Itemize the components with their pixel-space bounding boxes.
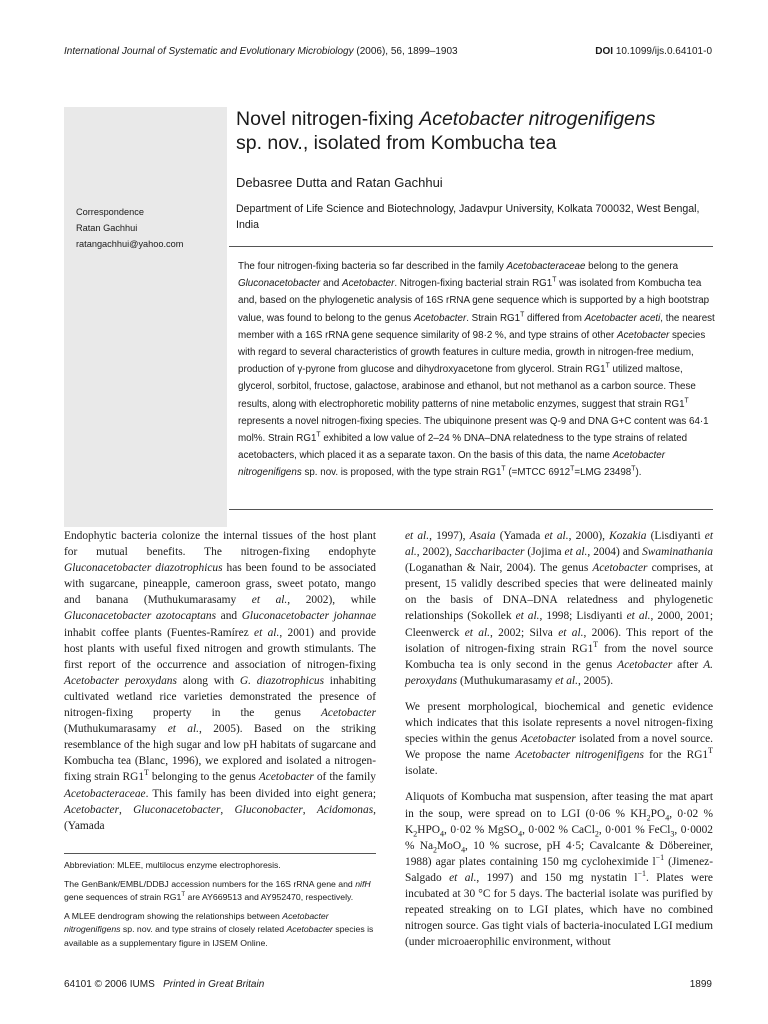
body-paragraph: We present morphological, biochemical and genetic evidence which indicates that this isolate represents a novel nitrogen-fixing species within the genus Acetobacter isolated from a novel source. We propose the name Acetobacter nitrogenifigens for the $RG1^T$ isolate. — [405, 700, 714, 778]
abstract-bottom-rule — [229, 509, 713, 510]
body-paragraph: Endophytic bacteria colonize the internal tissues of the host plant for mutual benefits. The nitrogen-fixing endophyte Gluconacetobacter diazotrophicus has been found to be associated with sugarcane, pineapple, cameroon grass, sweet potato, mango and banana (Muthukumarasamy et al., 2002), while Gluconacetobacter azotocaptans and Gluconacetobacter johannae inhabit coffee plants (Fuentes-Ramírez et al., 2001) and provide host plants with useful fixed nitrogen and growth stimulants. The first report of the occurrence and association of nitrogen-fixing Acetobacter peroxydans along with G. diazotrophicus inhabiting cultivated wetland rice varieties demonstrated the presence of nitrogen-fixing property in the genus Acetobacter (Muthukumarasamy et al., 2005). Based on the striking resemblance of the high sugar and low pH habitats of sugarcane and Kombucha tea (Blanc, 1996), we explored and isolated a nitrogen-fixing strain $RG1^T$ belonging to the genus Acetobacter of the family Acetobacteraceae. This family has been divided into eight genera; Acetobacter, Gluconacetobacter, Gluconobacter, Acidomonas, (Yamada — [64, 530, 376, 832]
sidebar-panel — [64, 107, 227, 527]
footnote-abbreviation: Abbreviation: MLEE, multilocus enzyme electrophoresis. — [64, 860, 281, 870]
abstract: The four nitrogen-fixing bacteria so far described in the family Acetobacteraceae belong to the genera Gluconacetobacter and Acetobacter. Nitrogen-fixing bacterial strain $RG1^T$ was isolated from Kombucha tea and, based on the phylogenetic analysis of 16S rRNA gene sequence which is supported by a high bootstrap value, was found to belong to the genus Acetobacter. Strain $RG1^T$ differed from Acetobacter aceti, the nearest member with a 16S rRNA gene sequence similarity of 98·2 %, and type strains of other Acetobacter species with regard to several characteristics of growth features in culture media, growth in nitrogen-free medium, production of γ-pyrone from glucose and dihydroxyacetone from glycerol. Strain $RG1^T$ utilized maltose, glycerol, sorbitol, fructose, galactose, arabinose and ethanol, but not methanol as a carbon source. These results, along with electrophoretic mobility patterns of nine metabolic enzymes, suggest that strain $RG1^T$ represents a novel nitrogen-fixing species. The ubiquinone present was Q-9 and DNA G+C content was 64·1 mol%. Strain $RG1^T$ exhibited a low value of 2–24 % DNA–DNA relatedness to the type strains of related acetobacters, which placed it as a separate taxon. On the basis of this data, the name Acetobacter nitrogenifigens sp. nov. is proposed, with the type strain $RG1^T$ (=MTCC $6912^T=LMG$ $23498^T$). — [238, 261, 715, 479]
body-column-left — [64, 528, 376, 844]
correspondence-name: Ratan Gachhui — [76, 223, 138, 233]
footer-printed: Printed in Great Britain — [163, 979, 265, 990]
doi-value: 10.1099/ijs.0.64101-0 — [615, 46, 712, 57]
correspondence-email[interactable]: ratangachhui@yahoo.com — [76, 239, 184, 249]
body-paragraph: et al., 1997), Asaia (Yamada et al., 2000), Kozakia (Lisdiyanti et al., 2002), Saccharibacter (Jojima et al., 2004) and Swaminathania (Loganathan & Nair, 2004). The genus Acetobacter comprises, at present, 15 validly described species that were delineated mainly on the basis of DNA–DNA relatedness and phylogenetic relationships (Sokollek et al., 1998; Lisdiyanti et al., 2000, 2001; Cleenwerck et al., 2002; Silva et al., 2006). This report of the isolation of nitrogen-fixing strain $RG1^T$ from the novel source Kombucha tea is only second in the genus Acetobacter after A. peroxydans (Muthukumarasamy et al., 2005). — [405, 530, 714, 687]
correspondence-label: Correspondence — [76, 207, 144, 217]
footnote-accession: The GenBank/EMBL/DDBJ accession numbers for the 16S rRNA gene and nifH gene sequences of strain $RG1^T$ are AY669513 and AY952470, respectively. — [64, 878, 371, 903]
footer-left — [64, 979, 264, 990]
body-column-right — [405, 528, 713, 960]
journal-header — [64, 46, 458, 57]
abstract-top-rule — [229, 246, 713, 247]
footnote-rule — [64, 853, 376, 854]
article-title: Novel nitrogen-fixing Acetobacter nitrogenifigens sp. nov., isolated from Kombucha tea — [236, 108, 656, 154]
doi-label: DOI — [595, 46, 614, 57]
affiliation: Department of Life Science and Biotechnology, Jadavpur University, Kolkata 700032, West Bengal, India — [236, 203, 700, 231]
correspondence — [76, 204, 183, 252]
body-paragraph: Aliquots of Kombucha mat suspension, after teasing the mat apart in the soup, were spread on to LGI (0·06 % $KH_2PO_4$, 0·02 % $K_2HPO_4$, 0·02 % MgSO$_4$, 0·002 % CaCl$_2$, 0·001 % FeCl$_3$, 0·0002 % $Na_2MoO_4$, 10 % sucrose, pH 4·5; Cavalcante & Döbereiner, 1988) agar plates containing 150 mg cycloheximide $l^{-1}$ (Jimenez-Salgado et al., 1997) and 150 mg nystatin $l^{-1}$. Plates were incubated at 30 °C for 5 days. The bacterial isolate was purified by repeated streaking on to LGI plates, which have no combined nitrogen source. Gas tight vials of bacteria-inoculated LGI medium (under microaerophilic environment, without — [405, 791, 713, 949]
doi — [595, 46, 712, 57]
footnotes — [64, 859, 378, 956]
footer-copyright: 64101 © 2006 IUMS — [64, 979, 155, 990]
authors: Debasree Dutta and Ratan Gachhui — [236, 175, 443, 190]
journal-name: International Journal of Systematic and Evolutionary Microbiology — [64, 46, 354, 57]
page-number: 1899 — [689, 979, 712, 990]
journal-citation: (2006), 56, 1899–1903 — [356, 46, 458, 57]
footnote-supplementary: A MLEE dendrogram showing the relationships between Acetobacter nitrogenifigens sp. nov. and type strains of closely related Acetobacter species is available as a supplementary figure in IJSEM Online. — [64, 910, 374, 948]
